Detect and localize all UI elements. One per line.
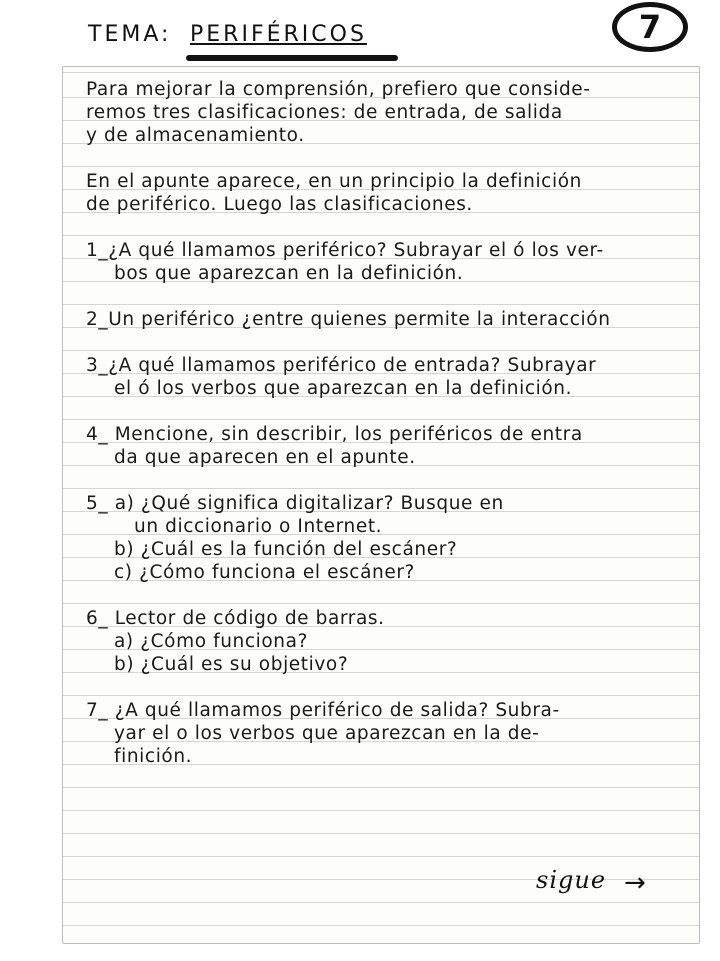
note-line: En el apunte aparece, en un principio la definición <box>86 171 582 192</box>
question-5 <box>86 492 692 584</box>
title-underline <box>186 55 398 61</box>
question-2 <box>86 308 692 331</box>
worksheet-content <box>86 78 692 768</box>
header-label: TEMA: <box>88 22 172 47</box>
intro-line: y de almacenamiento. <box>86 125 305 146</box>
question-line: 5_ a) ¿Qué significa digitalizar? Busque en <box>86 493 504 514</box>
right-arrow-icon: → <box>624 868 646 898</box>
question-line: bos que aparezcan en la definición. <box>114 263 464 284</box>
note-paragraph <box>86 170 692 216</box>
question-line: 1_¿A qué llamamos periférico? Subrayar el ó los ver- <box>86 240 604 261</box>
page-title: PERIFÉRICOS <box>190 22 367 47</box>
page-number-badge <box>612 2 688 52</box>
intro-line: Para mejorar la comprensión, prefiero que conside- <box>86 79 591 100</box>
continue-label: sigue <box>536 866 607 894</box>
question-line: b) ¿Cuál es su objetivo? <box>114 654 349 675</box>
question-line: 3_¿A qué llamamos periférico de entrada? Subrayar <box>86 355 597 376</box>
question-line: yar el o los verbos que aparezcan en la de- <box>114 723 540 744</box>
question-line: 2_Un periférico ¿entre quienes permite la interacción <box>86 309 611 330</box>
question-line: un diccionario o Internet. <box>134 516 383 537</box>
question-line: 7_ ¿A qué llamamos periférico de salida? Subra- <box>86 700 560 721</box>
question-4 <box>86 423 692 469</box>
note-line: de periférico. Luego las clasificaciones. <box>86 194 473 215</box>
question-line: c) ¿Cómo funciona el escáner? <box>114 562 415 583</box>
question-3 <box>86 354 692 400</box>
page-number: 7 <box>638 8 662 46</box>
question-line: a) ¿Cómo funciona? <box>114 631 308 652</box>
question-line: finición. <box>114 746 193 767</box>
question-1 <box>86 239 692 285</box>
question-7 <box>86 699 692 768</box>
intro-paragraph <box>86 78 692 147</box>
question-line: 4_ Mencione, sin describir, los periféricos de entra <box>86 424 583 445</box>
intro-line: remos tres clasificaciones: de entrada, de salida <box>86 102 563 123</box>
question-line: da que aparecen en el apunte. <box>114 447 416 468</box>
question-line: el ó los verbos que aparezcan en la definición. <box>114 378 573 399</box>
question-line: b) ¿Cuál es la función del escáner? <box>114 539 458 560</box>
question-line: 6_ Lector de código de barras. <box>86 608 385 629</box>
question-6 <box>86 607 692 676</box>
